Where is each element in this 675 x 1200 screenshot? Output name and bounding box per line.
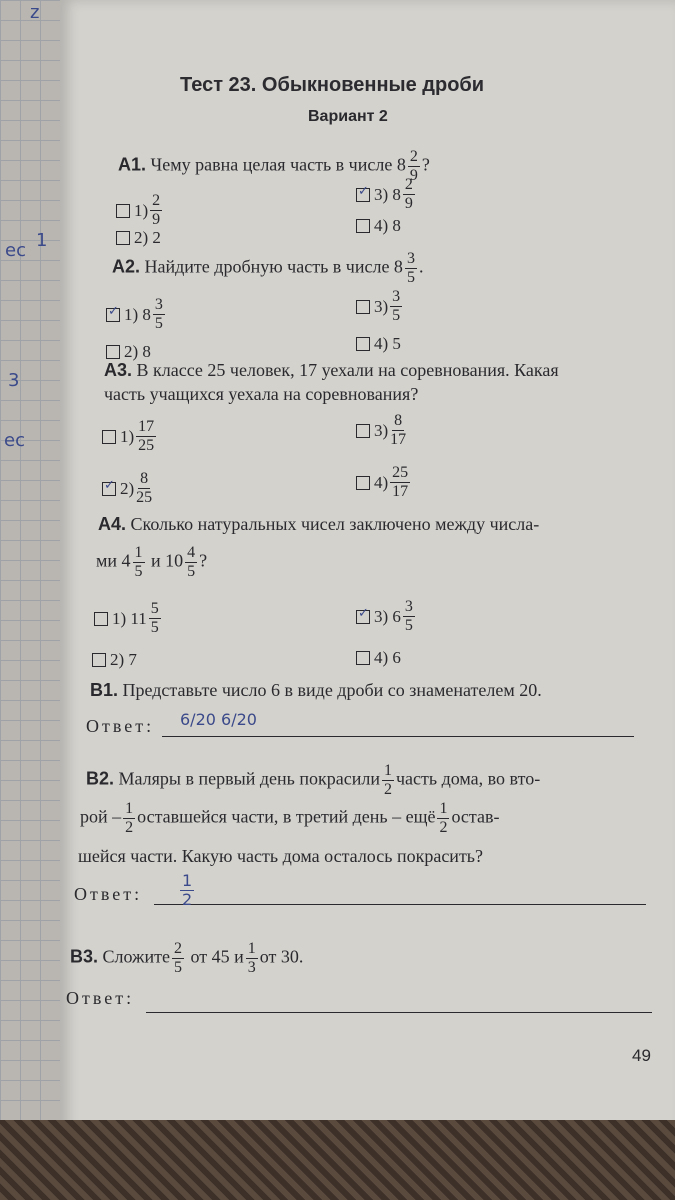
- option-a3-1[interactable]: 1) $\frac{17}{25}$: [102, 418, 158, 455]
- fraction: $\frac{2}{9}$: [409, 148, 418, 184]
- checkbox[interactable]: [356, 424, 370, 438]
- question-a1: А1. Чему равна целая часть в числе 8 $\frac{2}{9}$ ?: [118, 148, 430, 184]
- handwritten-answer-b2: $\frac{1}{2}$: [182, 871, 193, 909]
- question-text: Найдите дробную часть в числе 8: [144, 256, 403, 277]
- question-b2: В2. Маляры в первый день покрасили $\frac{1}{2}$ часть дома, во вто-: [86, 762, 541, 798]
- question-a3-line2: часть учащихся уехала на соревнования?: [104, 384, 419, 404]
- option-a2-4[interactable]: 4) 5: [356, 334, 401, 354]
- question-number: А2.: [112, 256, 141, 277]
- checkbox-checked[interactable]: [356, 605, 370, 624]
- check-mark-icon: ✓: [108, 303, 119, 319]
- checkbox[interactable]: [356, 300, 370, 314]
- question-text: Маляры в первый день покрасили: [118, 768, 380, 789]
- option-a3-3[interactable]: 3) $\frac{8}{17}$: [356, 412, 408, 449]
- answer-field-b2[interactable]: [154, 904, 646, 905]
- question-number: В2.: [86, 768, 115, 789]
- question-number: А1.: [118, 154, 147, 175]
- scribble: 3: [8, 370, 20, 391]
- checkbox[interactable]: [356, 476, 370, 490]
- scribble: z: [30, 2, 40, 23]
- question-number: А4.: [98, 514, 127, 534]
- scribble: 1: [36, 230, 48, 251]
- test-title: Тест 23. Обыкновенные дроби: [180, 74, 485, 96]
- option-a4-1[interactable]: 1) 11 $\frac{5}{5}$: [94, 600, 163, 637]
- option-a1-3[interactable]: ✓ 3) 8 $\frac{2}{9}$: [358, 176, 413, 212]
- question-text: Представьте число 6 в виде дроби со знаменателем 20.: [122, 680, 542, 700]
- page-number: 49: [632, 1046, 651, 1065]
- scribble: ec: [4, 430, 25, 451]
- option-a4-4[interactable]: 4) 6: [356, 648, 401, 668]
- option-a3-4[interactable]: 4) $\frac{25}{17}$: [356, 464, 412, 501]
- option-a3-2[interactable]: ✓ 2) $\frac{8}{25}$: [104, 470, 153, 506]
- checkbox[interactable]: [356, 219, 370, 233]
- fraction: $\frac{3}{5}$: [406, 250, 415, 286]
- question-a2: А2. Найдите дробную часть в числе 8 $\frac{3}{5}$ .: [112, 250, 424, 286]
- option-a2-2[interactable]: 2) 8: [106, 342, 151, 362]
- checkbox[interactable]: [356, 651, 370, 665]
- option-a1-1[interactable]: 1) $\frac{2}{9}$: [116, 192, 164, 229]
- question-text: Чему равна целая часть в числе 8: [150, 154, 406, 175]
- question-b2-line2: рой – $\frac{1}{2}$ оставшейся части, в третий день – ещё $\frac{1}{2}$ остав-: [80, 800, 500, 836]
- answer-label: Ответ:: [86, 716, 155, 736]
- check-mark-icon: ✓: [358, 183, 369, 199]
- check-mark-icon: ✓: [358, 605, 369, 621]
- option-a4-2[interactable]: 2) 7: [92, 650, 137, 670]
- handwritten-answer-b1: 6/20 6/20: [180, 710, 257, 729]
- variant-label: Вариант 2: [308, 108, 388, 125]
- question-a3: [104, 360, 559, 381]
- background-fabric: [0, 1120, 675, 1200]
- checkbox[interactable]: [94, 612, 108, 626]
- checkbox-checked[interactable]: [106, 303, 120, 322]
- question-a4: [98, 514, 539, 535]
- checkbox[interactable]: [356, 337, 370, 351]
- checkbox[interactable]: [116, 204, 130, 218]
- checkbox[interactable]: [106, 345, 120, 359]
- answer-field-b3[interactable]: [146, 1012, 652, 1013]
- question-number: А3.: [104, 360, 133, 380]
- checkbox-checked[interactable]: [102, 477, 116, 496]
- question-a4-line2: ми 4 $\frac{1}{5}$ и 10 $\frac{4}{5}$ ?: [96, 544, 208, 580]
- question-text: В классе 25 человек, 17 уехали на соревнования. Какая: [136, 360, 559, 380]
- option-a4-3[interactable]: ✓ 3) 6 $\frac{3}{5}$: [358, 598, 413, 634]
- checkbox-checked[interactable]: [356, 183, 370, 202]
- question-b3: В3. Сложите $\frac{2}{5}$ от 45 и $\frac{1}{3}$ от 30.: [70, 940, 304, 976]
- check-mark-icon: ✓: [104, 477, 115, 493]
- question-text: Сколько натуральных чисел заключено между числа-: [130, 514, 540, 534]
- option-a1-4[interactable]: 4) 8: [356, 216, 401, 236]
- checkbox[interactable]: [102, 430, 116, 444]
- question-number: В3.: [70, 946, 99, 967]
- option-a2-1[interactable]: ✓ 1) 8 $\frac{3}{5}$: [108, 296, 163, 332]
- question-b2-line3: шейся части. Какую часть дома осталось покрасить?: [78, 846, 484, 866]
- question-b1: [90, 680, 542, 701]
- answer-label: Ответ:: [74, 884, 143, 904]
- answer-label: Ответ:: [66, 988, 135, 1008]
- question-text: Сложите: [102, 946, 170, 967]
- scribble: ec: [5, 240, 26, 261]
- checkbox[interactable]: [92, 653, 106, 667]
- question-number: В1.: [90, 680, 119, 700]
- option-a1-2[interactable]: 2) 2: [116, 228, 161, 248]
- answer-field-b1[interactable]: [162, 736, 634, 737]
- checkbox[interactable]: [116, 231, 130, 245]
- option-a2-3[interactable]: 3) $\frac{3}{5}$: [356, 288, 404, 325]
